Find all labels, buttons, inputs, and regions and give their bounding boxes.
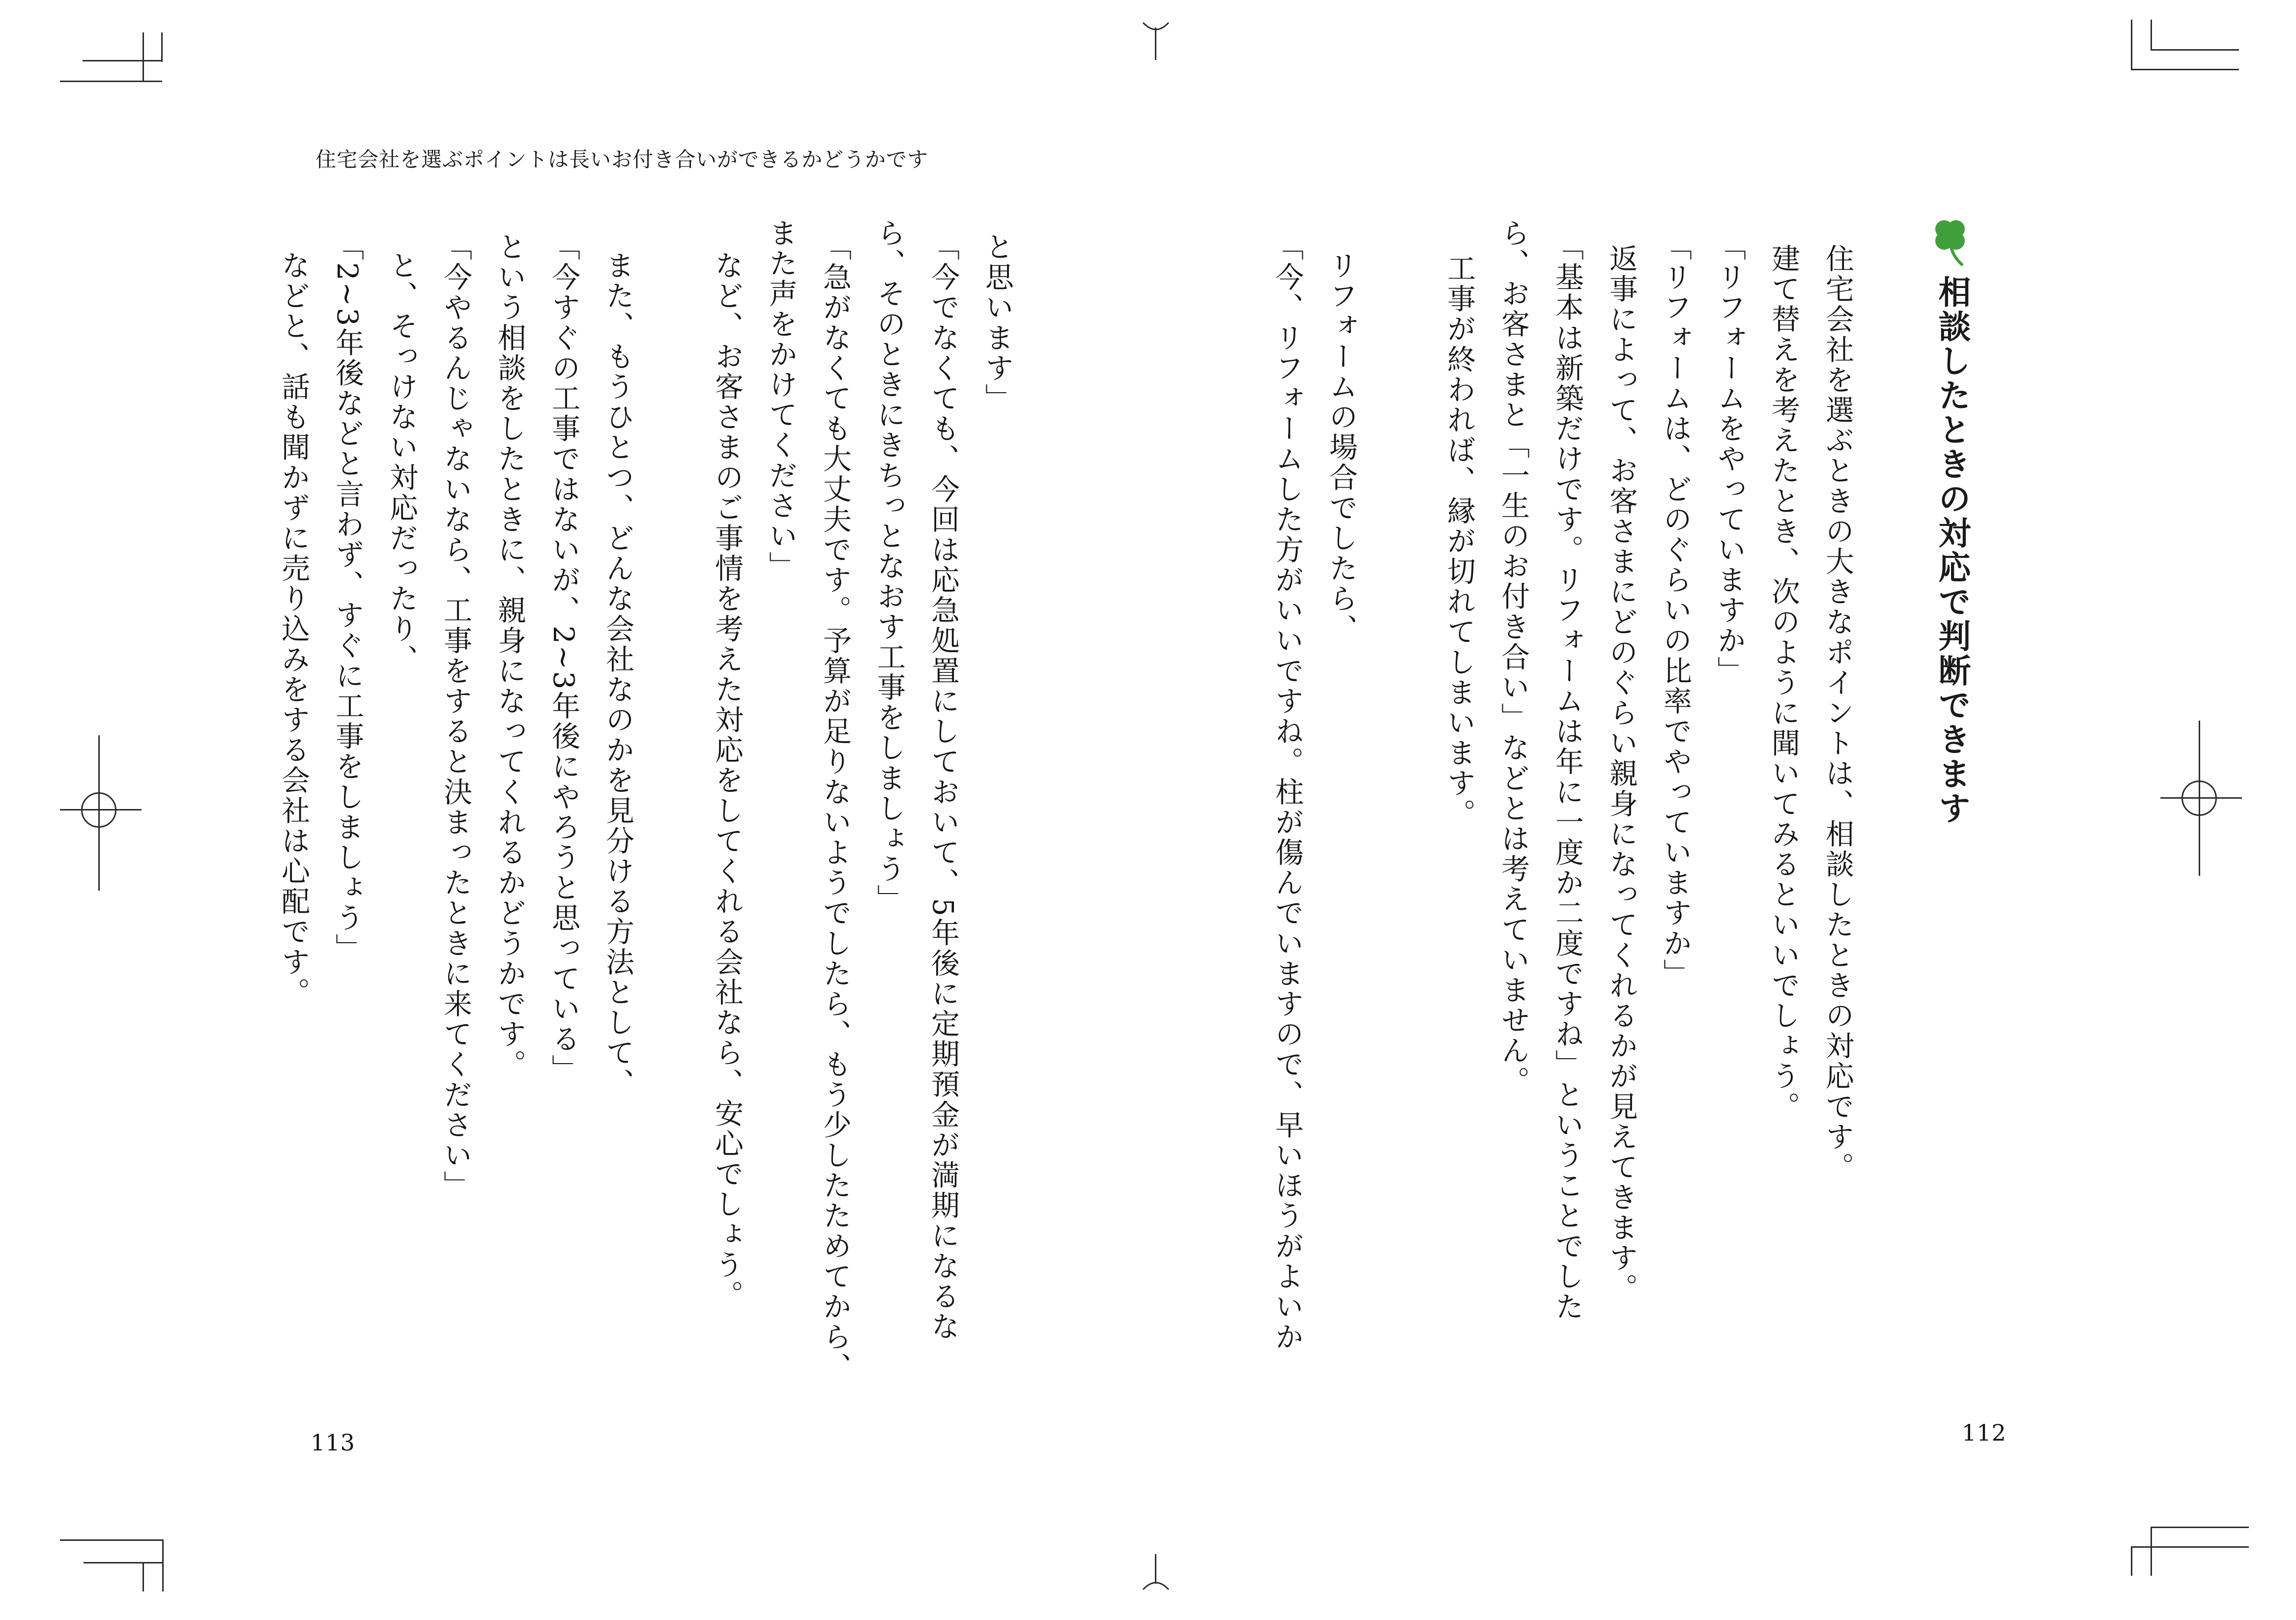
- crop-mark-top-left-v2: [161, 32, 163, 62]
- body-line: 「今すぐの工事ではないが、2~3年後にやろうと思っている」: [547, 232, 580, 1085]
- crop-mark-top-right-v2: [2151, 20, 2152, 49]
- body-line: と思います」: [980, 232, 1014, 414]
- crop-mark-bottom-left-h2: [84, 1562, 162, 1563]
- page-number-right: 112: [1962, 1419, 2007, 1446]
- crop-mark-bottom-right-h1: [2151, 1527, 2249, 1528]
- crop-mark-bottom-right-h2: [2131, 1546, 2249, 1548]
- registration-mark-left-icon: [81, 792, 116, 828]
- body-line: という相談をしたときに、親身になってくれるかどうかです。: [493, 232, 526, 1080]
- body-line: 「今、リフォームした方がいいですね。柱が傷んでいますので、早いほうがよいか: [1270, 232, 1304, 1353]
- body-line: 工事が終われば、縁が切れてしまいます。: [1442, 254, 1476, 829]
- crop-mark-top-right-h2: [2131, 69, 2239, 70]
- crop-mark-top-left-v1: [143, 32, 144, 82]
- four-leaf-clover-icon: [1927, 217, 1973, 266]
- page-number-left: 113: [311, 1429, 355, 1456]
- crop-mark-bottom-left-v1: [143, 1562, 144, 1591]
- body-line: 「急がなくても大丈夫です。予算が足りないようでしたら、もう少したためてから、: [818, 232, 852, 1383]
- crop-mark-bottom-left-h1: [60, 1539, 163, 1541]
- registration-mark-right-icon: [2181, 781, 2217, 816]
- crop-mark-top-right-v1: [2131, 20, 2132, 69]
- body-line: 「リフォームをやっていますか」: [1713, 232, 1746, 686]
- running-header: 住宅会社を選ぶポイントは長いお付き合いができるかどうかです: [316, 147, 929, 172]
- body-line: 「基本は新築だけです。リフォームは年に一度か二度ですね」ということでした: [1550, 232, 1584, 1322]
- body-line: リフォームの場合でしたら、: [1324, 251, 1358, 644]
- body-line: 「リフォームは、どのぐらいの比率でやっていますか」: [1659, 232, 1692, 989]
- body-line: ら、お客さまと「一生のお付き合い」などとは考えていません。: [1496, 218, 1530, 1097]
- body-line: 「今やるんじゃないなら、工事をすると決まったときに来てください」: [439, 232, 472, 1201]
- section-title: 相談したときの対応で判断できます: [1933, 275, 1971, 826]
- crop-mark-bottom-right-v2: [2151, 1527, 2152, 1576]
- body-line: 「今でなくても、今回は応急処置にしておいて、5年後に定期預金が満期になるな: [926, 232, 960, 1342]
- body-line: と、そっけない対応だったり、: [385, 251, 418, 675]
- crop-mark-bottom-left-v2: [162, 1539, 164, 1591]
- body-line: 返事によって、お客さまにどのぐらい親身になってくれるかが見えてきます。: [1605, 244, 1638, 1303]
- center-mark-bottom-icon: [1141, 1571, 1171, 1591]
- crop-mark-top-left-h2: [83, 60, 161, 61]
- body-line: ら、そのときにきちっとなおす工事をしましょう」: [872, 218, 906, 915]
- crop-mark-bottom-right-v1: [2131, 1546, 2132, 1576]
- center-mark-top-stem: [1155, 28, 1156, 60]
- body-line: 住宅会社を選ぶときの大きなポイントは、相談したときの対応です。: [1821, 244, 1854, 1183]
- body-line: 「2~3年後などと言わず、すぐに工事をしましょう」: [331, 232, 364, 964]
- crop-mark-top-left-h1: [60, 81, 162, 82]
- body-line: また声をかけてください」: [764, 218, 798, 582]
- body-line: また、もうひとつ、どんな会社なのかを見分ける方法として、: [601, 251, 634, 1099]
- body-line: など、お客さまのご事情を考えた対応をしてくれる会社なら、安心でしょう。: [710, 251, 744, 1310]
- crop-mark-top-right-h1: [2151, 49, 2239, 51]
- body-line: などと、話も聞かずに売り込みをする会社は心配です。: [277, 251, 310, 1008]
- body-line: 建て替えを考えたとき、次のように聞いてみるといいでしょう。: [1767, 244, 1800, 1122]
